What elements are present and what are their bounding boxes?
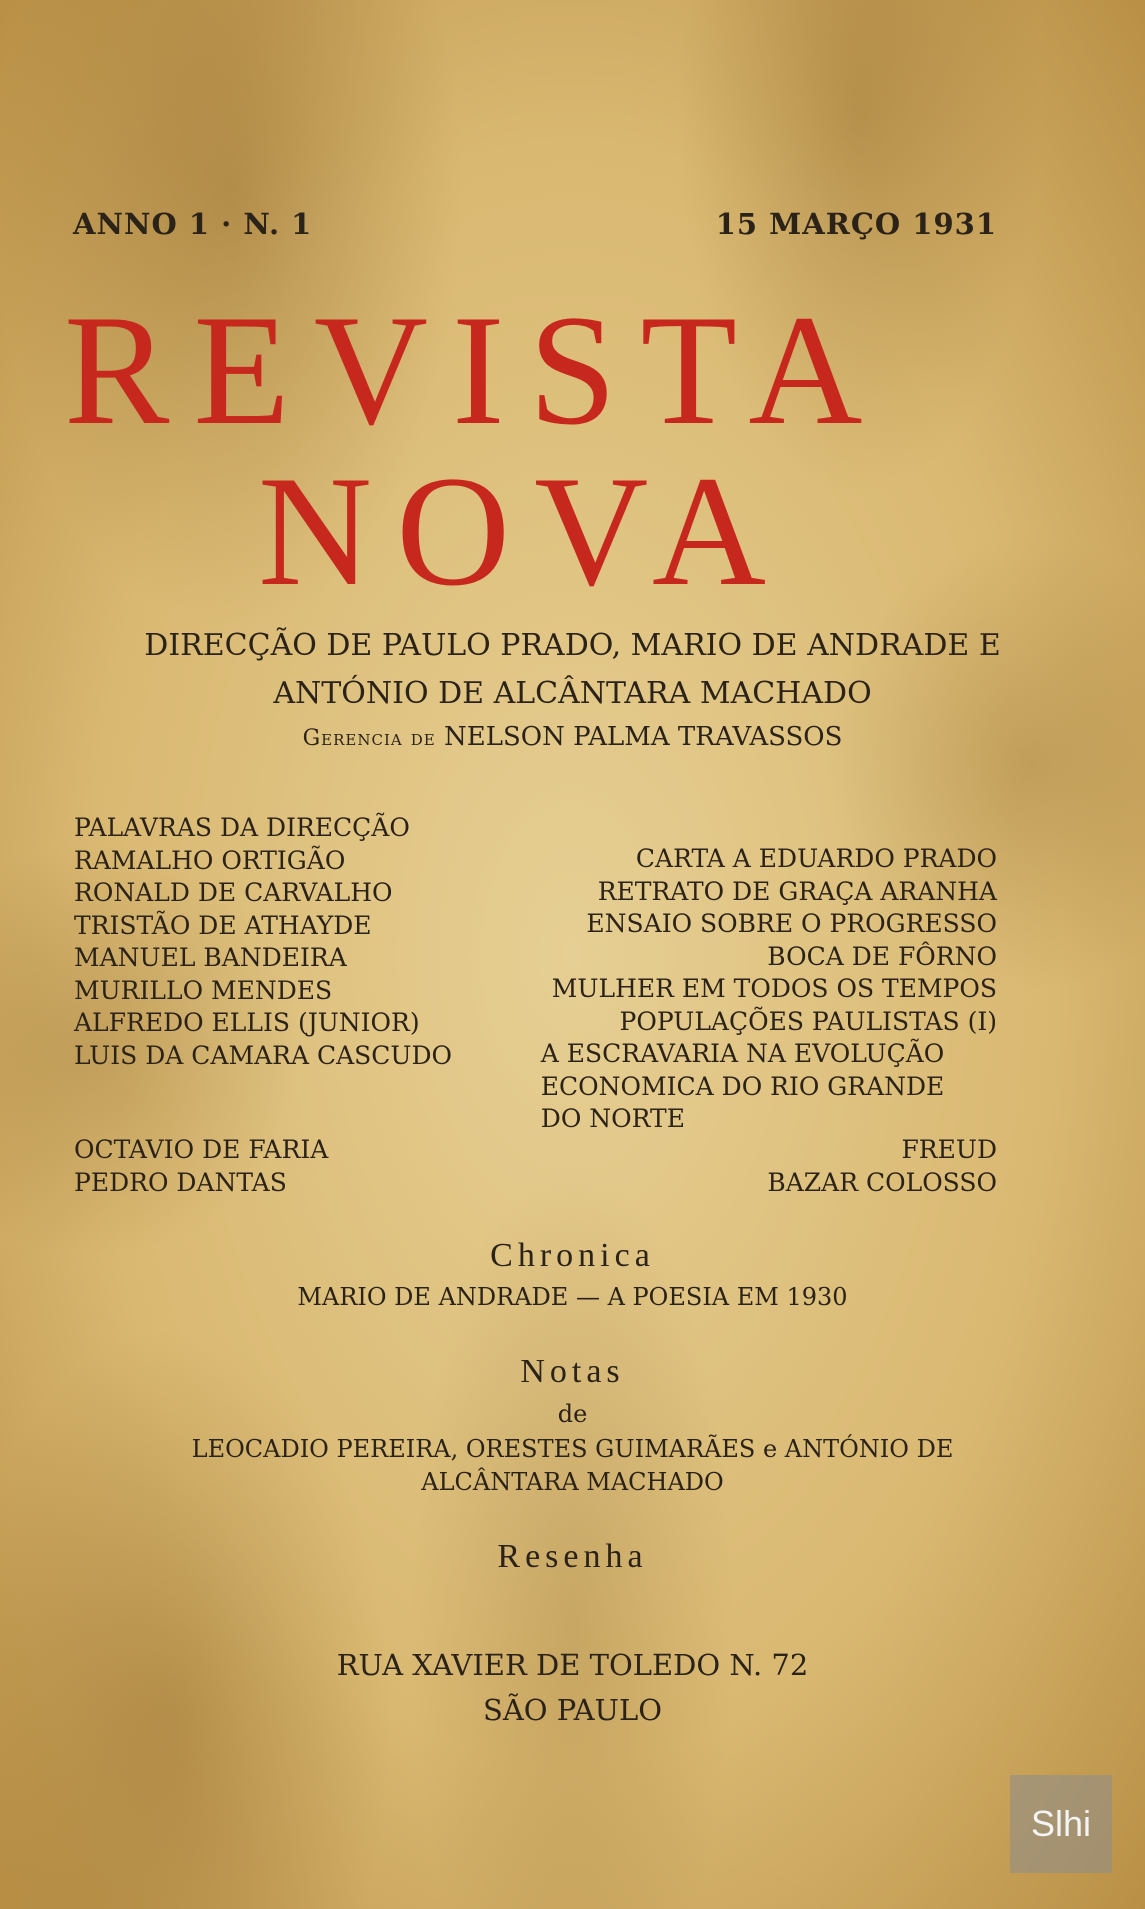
notas-line-1: LEOCADIO PEREIRA, ORESTES GUIMARÃES e ANTÓNIO DE — [191, 1435, 954, 1463]
chronica-text: MARIO DE ANDRADE — A POESIA EM 1930 — [297, 1283, 848, 1311]
notas-de: de — [557, 1400, 588, 1428]
library-stamp: Slhi — [1010, 1775, 1112, 1873]
issue-number: ANNO 1 · N. 1 — [73, 207, 313, 241]
author-item: RONALD DE CARVALHO — [74, 878, 393, 907]
contents-titles-2 — [767, 1134, 997, 1199]
cascudo-title-line: DO NORTE — [540, 1104, 685, 1133]
title-item: CARTA A EDUARDO PRADO — [635, 844, 997, 873]
contents-titles — [540, 843, 997, 1136]
title-item: BAZAR COLOSSO — [767, 1167, 997, 1197]
contents-authors — [74, 812, 452, 1072]
title-item: POPULAÇÕES PAULISTAS (I) — [619, 1006, 997, 1036]
author-item: MANUEL BANDEIRA — [74, 943, 347, 972]
contents-authors-2 — [74, 1134, 328, 1199]
author-item: PEDRO DANTAS — [74, 1167, 287, 1197]
notas-heading: Notas — [520, 1353, 625, 1390]
management-line — [0, 722, 1145, 752]
masthead-nova: NOVA — [258, 444, 791, 619]
author-item: ALFREDO ELLIS (JUNIOR) — [74, 1008, 420, 1037]
title-item: FREUD — [901, 1135, 997, 1164]
author-item: RAMALHO ORTIGÃO — [74, 845, 346, 875]
author-item: OCTAVIO DE FARIA — [74, 1135, 329, 1164]
chronica-heading: Chronica — [490, 1237, 655, 1274]
author-item: TRISTÃO DE ATHAYDE — [74, 910, 372, 940]
issue-date: 15 MARÇO 1931 — [715, 207, 997, 241]
title-item: BOCA DE FÔRNO — [767, 941, 997, 971]
address-line-2: SÃO PAULO — [482, 1693, 663, 1727]
masthead-revista: REVISTA — [64, 283, 887, 458]
author-item: LUIS DA CAMARA CASCUDO — [74, 1040, 453, 1070]
cascudo-title — [541, 1038, 997, 1136]
author-item: PALAVRAS DA DIRECÇÃO — [74, 813, 410, 842]
cascudo-title-line: ECONOMICA DO RIO GRANDE — [540, 1071, 945, 1101]
title-item: MULHER EM TODOS OS TEMPOS — [551, 974, 997, 1003]
resenha-heading: Resenha — [497, 1538, 648, 1575]
direction-line-1: DIRECÇÃO DE PAULO PRADO, MARIO DE ANDRADE E — [144, 628, 1001, 663]
title-item: ENSAIO SOBRE O PROGRESSO — [586, 909, 997, 938]
title-item: RETRATO DE GRAÇA ARANHA — [597, 876, 997, 906]
notas-line-2: ALCÂNTARA MACHADO — [421, 1468, 724, 1496]
address-line-1: RUA XAVIER DE TOLEDO N. 72 — [336, 1648, 809, 1682]
author-item: MURILLO MENDES — [74, 975, 333, 1005]
cascudo-title-line: A ESCRAVARIA NA EVOLUÇÃO — [540, 1039, 945, 1068]
direction-line-2: ANTÓNIO DE ALCÂNTARA MACHADO — [273, 676, 872, 711]
management-label: Gerencia de — [302, 726, 436, 751]
management-name: NELSON PALMA TRAVASSOS — [443, 722, 843, 752]
